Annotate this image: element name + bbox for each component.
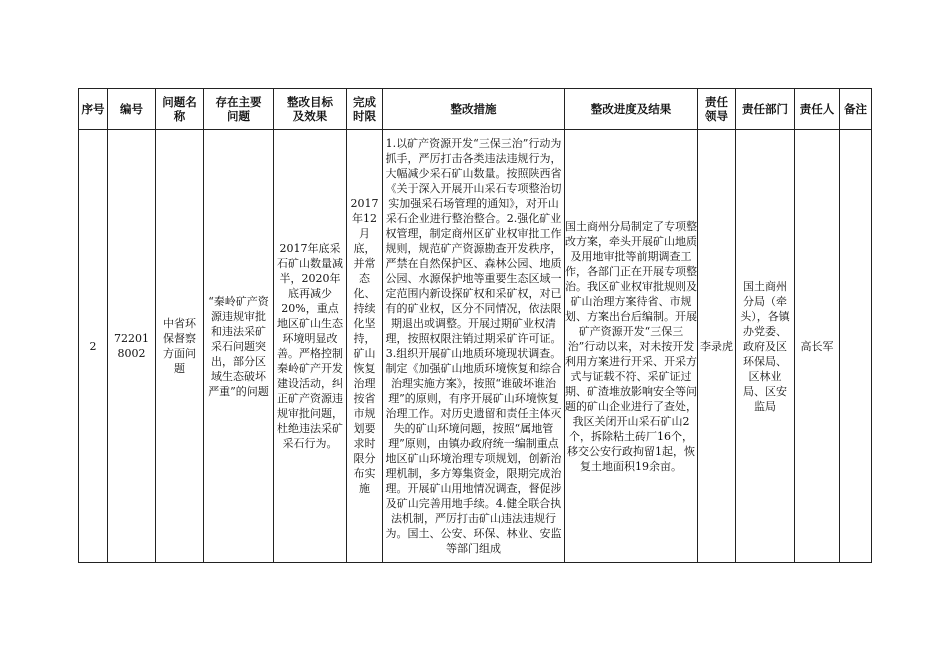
header-progress: 整改进度及结果	[565, 89, 698, 130]
header-note: 备注	[840, 89, 872, 130]
header-dept: 责任部门	[736, 89, 795, 130]
table-row	[79, 130, 872, 563]
header-row	[79, 89, 872, 130]
header-person: 责任人	[795, 89, 840, 130]
cell-progress: 国土商州分局制定了专项整改方案，牵头开展矿山地质及用地审批等前期调查工作，各部门正在开展专项整治。我区矿业权审批规则及矿山治理方案待省、市规划、方案出台后编制。开展矿产资源开发“三保三治”行动以来，对未按开发利用方案进行开采、开采方式与证载不符、采矿证过期、矿渣堆放影响安全等问题的矿山企业进行了查处，我区关闭开山采石矿山2个，拆除粘土砖厂16个，移交公安行政拘留1起，恢复土地面积19余亩。	[565, 130, 698, 563]
cell-dept: 国土商州分局（牵头），各镇办党委、政府及区环保局、区林业局、区安监局	[736, 130, 795, 563]
cell-person: 高长军	[795, 130, 840, 563]
rectification-table	[78, 88, 872, 563]
cell-deadline: 2017年12月底，并常态化、持续化坚持，矿山恢复治理按省市规划要求时限分布实施	[347, 130, 383, 563]
header-issue: 存在主要问题	[204, 89, 274, 130]
header-measures: 整改措施	[383, 89, 565, 130]
cell-goal: 2017年底采石矿山数量减半，2020年底再减少20%，重点地区矿山生态环境明显改善。严格控制秦岭矿产开发建设活动，纠正矿产资源违规审批问题，杜绝违法采矿采石行为。	[274, 130, 347, 563]
header-goal: 整改目标及效果	[274, 89, 347, 130]
header-leader: 责任领导	[698, 89, 736, 130]
header-code: 编号	[108, 89, 156, 130]
cell-code	[108, 130, 156, 563]
cell-leader: 李录虎	[698, 130, 736, 563]
cell-note	[840, 130, 872, 563]
cell-measures: 1.以矿产资源开发“三保三治”行动为抓手，严厉打击各类违法违规行为，大幅减少采石矿山数量。按照陕西省《关于深入开展开山采石专项整治切实加强采石场管理的通知》，对开山采石企业进行整治整合。2.强化矿业权管理，制定商州区矿业权审批工作规则，规范矿产资源勘查开发秩序，严禁在自然保护区、森林公园、地质公园、水源保护地等重要生态区域一定范围内新设探矿权和采矿权，对已有的矿业权，区分不同情况，依法限期退出或调整。开展过期矿业权清理，按照权限注销过期采矿许可证。3.组织开展矿山地质环境现状调查。制定《加强矿山地质环境恢复和综合治理实施方案》，按照“谁破坏谁治理”的原则，有序开展矿山环境恢复治理工作。对历史遗留和责任主体灭失的矿山环境问题，按照“属地管理”原则，由镇办政府统一编制重点地区矿山环境治理专项规划，创新治理机制，多方筹集资金，限期完成治理。开展矿山用地情况调查，督促涉及矿山完善用地手续。4.健全联合执法机制，严厉打击矿山违法违规行为。国土、公安、环保、林业、安监等部门组成	[383, 130, 565, 563]
header-deadline: 完成时限	[347, 89, 383, 130]
header-index: 序号	[79, 89, 108, 130]
cell-code-text: 722018002	[114, 332, 149, 360]
header-name: 问题名称	[156, 89, 204, 130]
cell-index: 2	[79, 130, 108, 563]
cell-issue: “秦岭矿产资源违规审批和违法采矿采石问题突出，部分区域生态破坏严重”的问题	[204, 130, 274, 563]
cell-name: 中省环保督察方面问题	[156, 130, 204, 563]
